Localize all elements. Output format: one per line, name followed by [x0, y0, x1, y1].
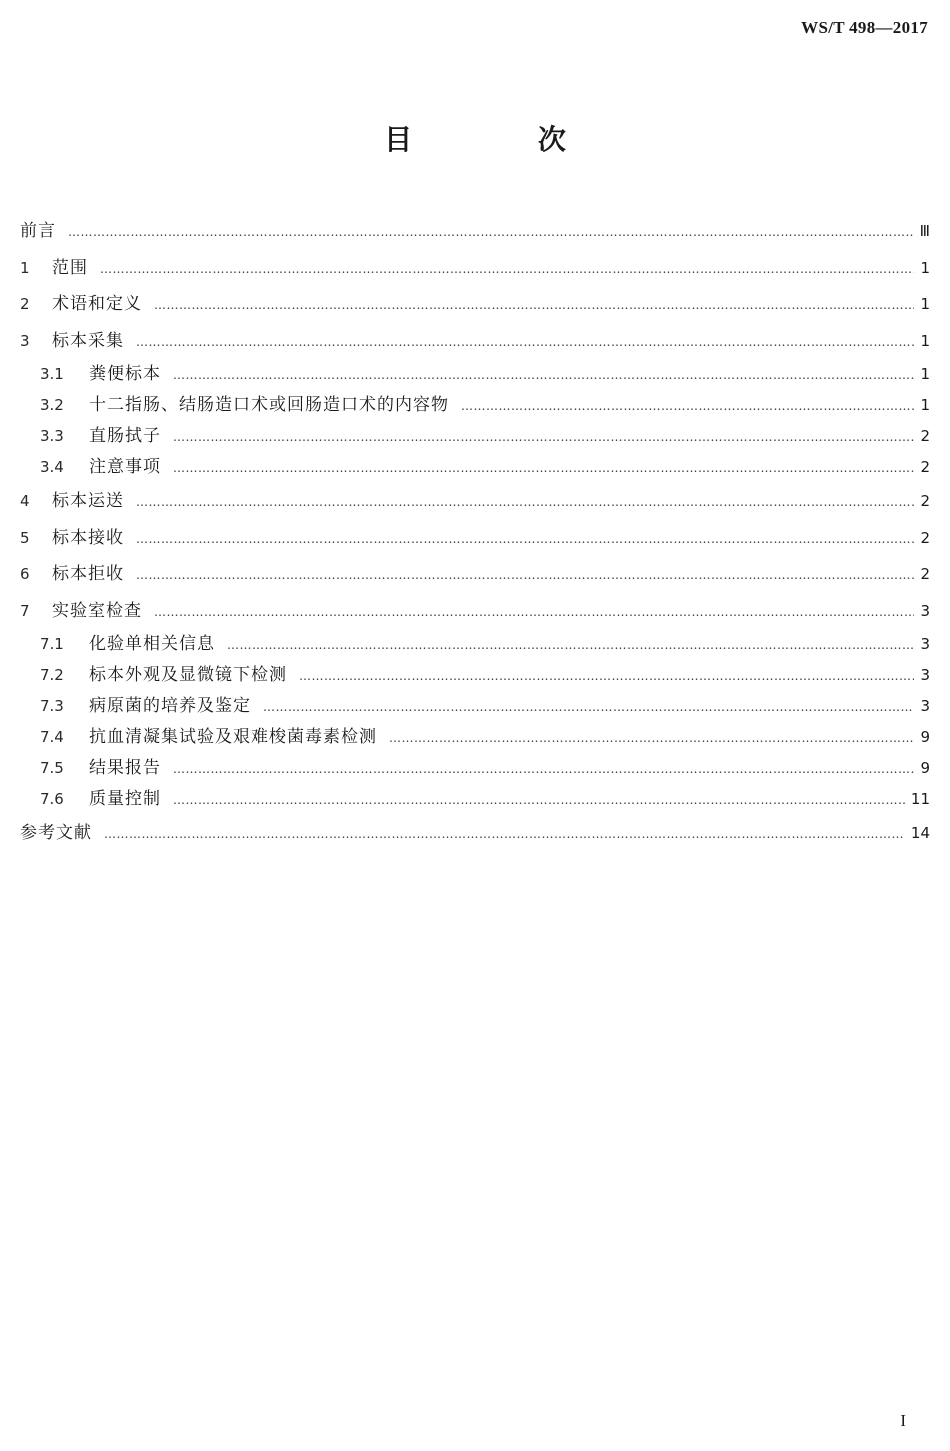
toc-entry[interactable]: [20, 359, 930, 390]
toc-entry-label: 抗血清凝集试验及艰难梭菌毒素检测: [89, 727, 377, 747]
toc-entry-number: 7.3: [40, 697, 64, 715]
toc-entry-label: 标本外观及显微镜下检测: [89, 665, 287, 685]
toc-entry-page: 2: [920, 427, 930, 445]
toc-entry[interactable]: [20, 390, 930, 421]
toc-entry-page: 11: [910, 790, 930, 808]
toc-entry-label: 注意事项: [89, 457, 161, 477]
toc-entry-label: 术语和定义: [52, 294, 142, 314]
toc-entry-page: 3: [920, 635, 930, 653]
toc-leader-dots: [136, 557, 914, 594]
toc-entry[interactable]: [20, 784, 930, 815]
toc-entry-label: 质量控制: [89, 789, 161, 809]
toc-entry-number: 3: [20, 331, 30, 350]
toc-entry[interactable]: [20, 421, 930, 452]
toc-entry[interactable]: [20, 452, 930, 483]
toc-entry-label: 标本拒收: [52, 564, 124, 584]
toc-entry-number: 1: [20, 258, 30, 277]
toc-leader-dots: [154, 287, 914, 324]
toc-entry[interactable]: [20, 691, 930, 722]
toc-entry[interactable]: [20, 556, 930, 593]
toc-entry[interactable]: [20, 250, 930, 287]
toc-entry-number: 4: [20, 492, 30, 510]
toc-leader-dots: [389, 723, 914, 754]
toc-leader-dots: [68, 214, 914, 251]
toc-entry-page: 9: [920, 759, 930, 777]
toc-entry-number: 7.6: [40, 790, 64, 808]
toc-leader-dots: [154, 594, 914, 631]
toc-entry[interactable]: [20, 213, 930, 250]
toc-entry-label: 结果报告: [89, 758, 161, 778]
toc-entry-page: 3: [920, 601, 930, 620]
toc-entry[interactable]: [20, 483, 930, 520]
toc-entry[interactable]: [20, 815, 930, 852]
toc-entry[interactable]: [20, 520, 930, 557]
toc-entry[interactable]: [20, 286, 930, 323]
toc-entry[interactable]: [20, 753, 930, 784]
toc-leader-dots: [461, 391, 914, 422]
toc-leader-dots: [136, 324, 914, 361]
table-of-contents: [20, 213, 930, 852]
toc-entry-page: 2: [920, 565, 930, 583]
toc-leader-dots: [173, 754, 914, 785]
toc-entry-number: 5: [20, 528, 30, 547]
toc-entry-page: Ⅲ: [919, 222, 930, 240]
toc-entry-number: 7.1: [40, 635, 64, 653]
toc-leader-dots: [263, 692, 914, 723]
toc-entry-number: 7.4: [40, 728, 64, 746]
toc-leader-dots: [136, 521, 914, 558]
footer-page-number: I: [900, 1411, 906, 1430]
toc-entry[interactable]: [20, 323, 930, 360]
toc-entry-label: 实验室检查: [52, 600, 142, 621]
toc-leader-dots: [227, 630, 914, 661]
page-title: 目 次: [384, 123, 624, 156]
toc-entry-number: 7.5: [40, 759, 64, 777]
toc-entry[interactable]: [20, 660, 930, 691]
toc-entry-number: 3.4: [40, 458, 64, 476]
toc-leader-dots: [173, 422, 914, 453]
toc-entry-page: 3: [920, 666, 930, 684]
toc-entry-page: 2: [920, 528, 930, 547]
toc-entry-page: 14: [910, 824, 930, 842]
toc-leader-dots: [136, 484, 914, 521]
toc-entry[interactable]: [20, 629, 930, 660]
toc-entry-number: 6: [20, 565, 30, 583]
toc-entry-page: 2: [920, 492, 930, 510]
toc-entry-label: 直肠拭子: [89, 426, 161, 446]
toc-leader-dots: [173, 360, 914, 391]
toc-entry-number: 3.1: [40, 365, 64, 383]
toc-entry-number: 7.2: [40, 666, 64, 684]
toc-entry-label: 参考文献: [20, 823, 92, 843]
toc-entry-label: 标本采集: [52, 330, 124, 351]
toc-entry-label: 病原菌的培养及鉴定: [89, 696, 251, 716]
toc-leader-dots: [100, 251, 914, 288]
toc-entry-label: 十二指肠、结肠造口术或回肠造口术的内容物: [89, 395, 449, 415]
toc-entry-label: 范围: [52, 257, 88, 278]
toc-entry-number: 3.3: [40, 427, 64, 445]
toc-entry-label: 粪便标本: [89, 364, 161, 384]
toc-entry[interactable]: [20, 722, 930, 753]
toc-entry-page: 9: [920, 728, 930, 746]
toc-entry-page: 1: [920, 258, 930, 277]
toc-leader-dots: [173, 785, 905, 816]
toc-entry-number: 7: [20, 601, 30, 620]
toc-entry-page: 3: [920, 697, 930, 715]
toc-entry-number: 2: [20, 295, 30, 313]
toc-entry-page: 1: [920, 396, 930, 414]
toc-leader-dots: [299, 661, 914, 692]
document-code: WS/T 498—2017: [801, 18, 928, 37]
toc-leader-dots: [104, 816, 905, 853]
toc-entry-number: 3.2: [40, 396, 64, 414]
toc-entry-label: 标本运送: [52, 491, 124, 511]
toc-leader-dots: [173, 453, 914, 484]
toc-entry-label: 标本接收: [52, 527, 124, 548]
toc-entry-page: 1: [920, 365, 930, 383]
toc-entry-page: 1: [920, 295, 930, 313]
toc-entry-label: 前言: [20, 221, 56, 241]
toc-entry[interactable]: [20, 593, 930, 630]
toc-entry-page: 2: [920, 458, 930, 476]
toc-entry-label: 化验单相关信息: [89, 634, 215, 654]
toc-entry-page: 1: [920, 331, 930, 350]
